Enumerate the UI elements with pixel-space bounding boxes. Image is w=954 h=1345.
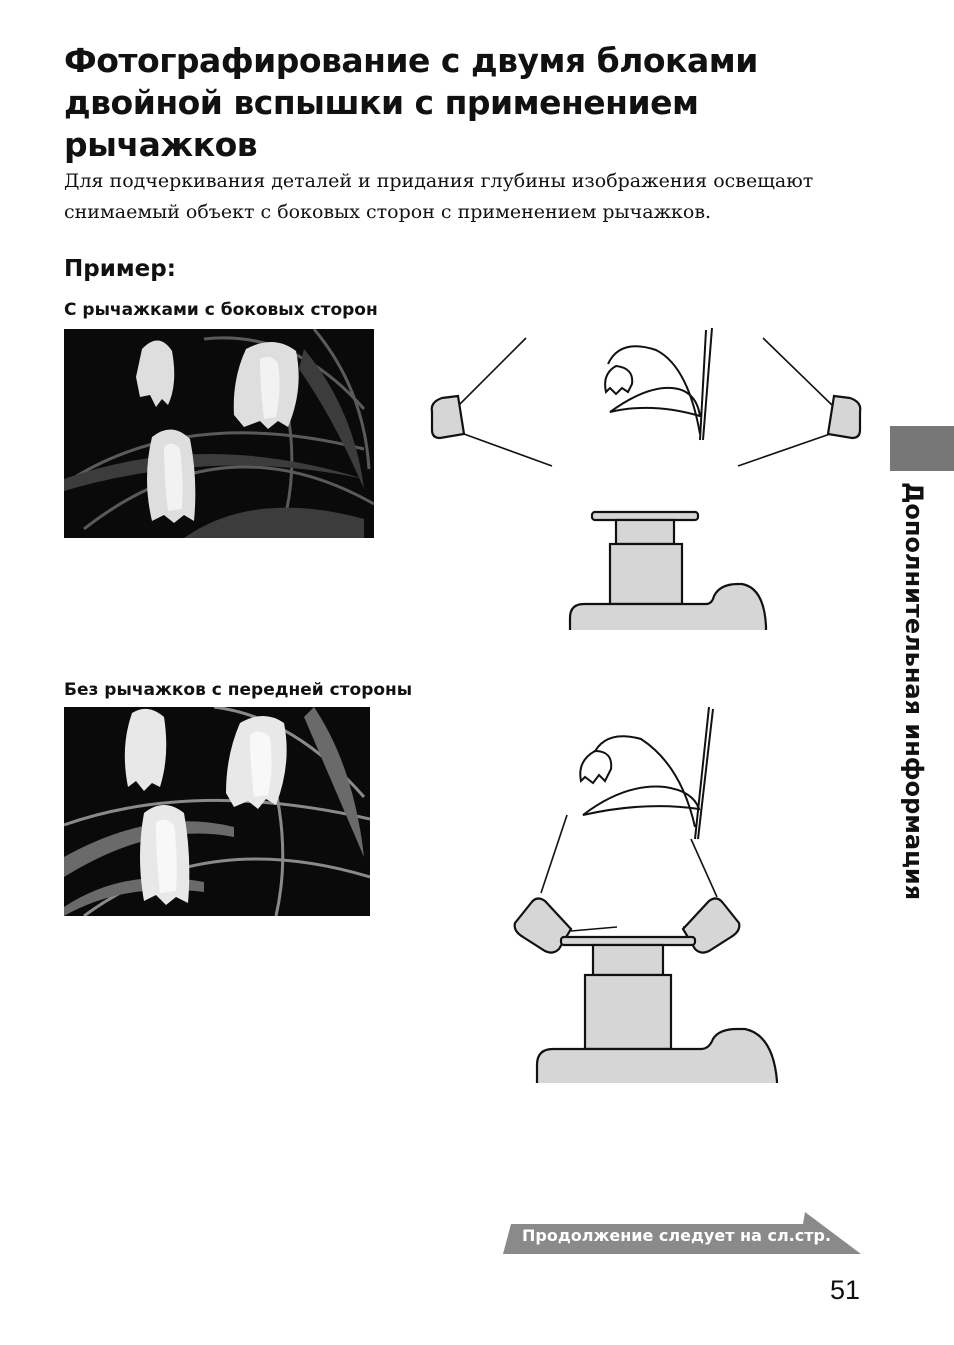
section-heading-front: Без рычажков с передней стороны (64, 680, 413, 700)
title-line: рычажков (64, 125, 258, 164)
camera-body-side (570, 512, 766, 630)
flower-photo-front-lit (64, 707, 370, 916)
flower-photo-side-lit (64, 329, 374, 538)
flower-subject-front (580, 707, 713, 839)
title-line: двойной вспышки с применением (64, 83, 699, 122)
side-tab-label: Дополнительная информация (900, 482, 928, 901)
camera-body-front (537, 937, 777, 1083)
side-tab-marker (890, 426, 954, 471)
intro-text (64, 166, 844, 228)
intro-line: Для подчеркивания деталей и придания глубины изображения освещают (64, 170, 814, 192)
intro-line: снимаемый объект с боковых сторон с применением рычажков. (64, 201, 712, 223)
side-lit-setup-diagram (420, 326, 880, 636)
title-line: Фотографирование с двумя блоками (64, 41, 758, 80)
example-heading: Пример: (64, 256, 176, 282)
front-lit-setup-diagram (505, 705, 805, 1090)
flash-head-left (432, 396, 464, 438)
page-number: 51 (830, 1275, 861, 1305)
section-heading-side: С рычажками с боковых сторон (64, 300, 378, 320)
flower-subject (605, 328, 712, 440)
page-title (64, 40, 824, 166)
continue-label: Продолжение следует на сл.стр. (522, 1226, 832, 1245)
flash-head-right (828, 396, 860, 438)
